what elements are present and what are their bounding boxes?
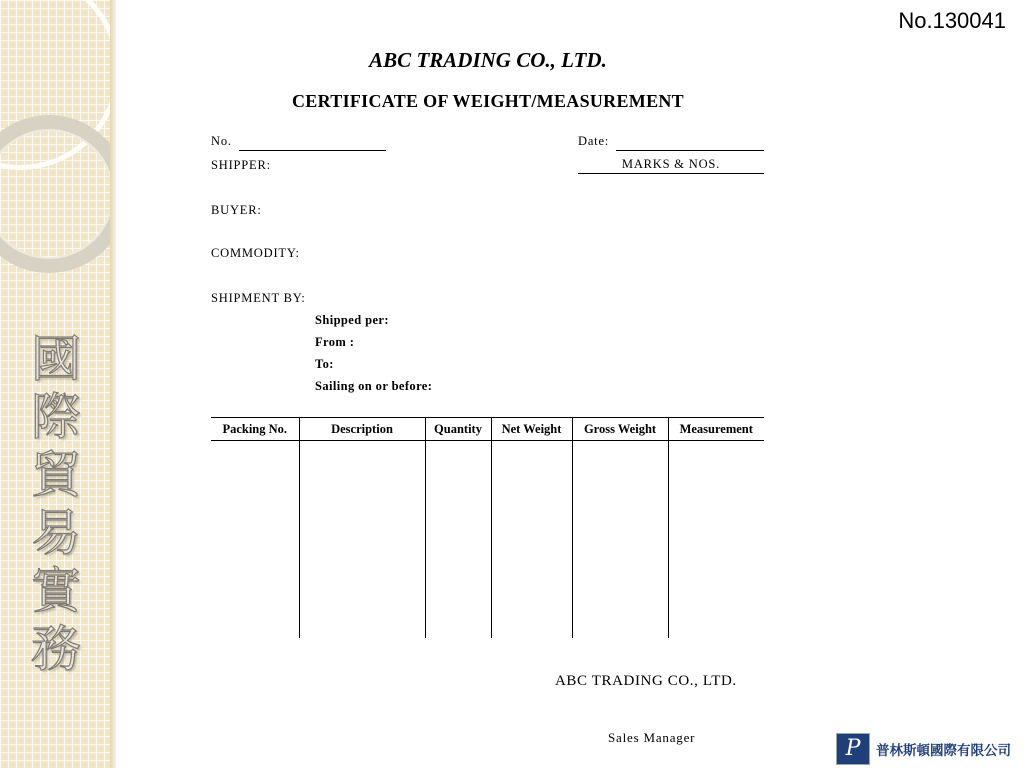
serial-number: No.130041 [898,8,1006,33]
column-header: Quantity [425,418,491,441]
shipped-per-label: Shipped per: [315,313,389,327]
table-cell [211,441,299,639]
table-header-row [211,418,764,441]
brand-footer [836,733,1011,765]
table-cell [572,441,668,639]
marks-underline [578,173,764,174]
column-header: Net Weight [491,418,572,441]
title-char: 易 [31,504,81,562]
column-header: Measurement [668,418,764,441]
column-header: Packing No. [211,418,299,441]
table-row [211,441,764,639]
column-header: Description [299,418,425,441]
brand-name: 普林斯頓國際有限公司 [876,743,1011,759]
column-header: Gross Weight [572,418,668,441]
table-cell [425,441,491,639]
signature-title: Sales Manager [608,730,696,745]
title-char: 國 [31,330,81,388]
no-label: No. [211,134,232,148]
commodity-label: COMMODITY: [211,246,300,260]
decorative-ring [0,115,113,273]
marks-label: MARKS & NOS. [621,157,721,171]
from-label: From : [315,335,355,349]
buyer-label: BUYER: [211,203,262,217]
title-char: 際 [31,388,81,446]
title-char: 務 [31,620,81,678]
sailing-label: Sailing on or before: [315,379,433,393]
company-title: ABC TRADING CO., LTD. [369,48,607,72]
shipment-label: SHIPMENT BY: [211,291,306,305]
date-field-line [616,150,764,151]
table-cell [668,441,764,639]
title-char: 實 [31,562,81,620]
sidebar-edge [110,0,116,768]
to-label: To: [315,357,334,371]
document-title: CERTIFICATE OF WEIGHT/MEASUREMENT [292,91,684,111]
brand-logo-icon: P [836,733,870,765]
title-char: 貿 [31,446,81,504]
vertical-course-title [20,330,92,678]
shipper-label: SHIPPER: [211,158,271,172]
decorative-sidebar [0,0,113,768]
table-cell [299,441,425,639]
table-cell [491,441,572,639]
no-field-line [239,150,386,151]
signature-company: ABC TRADING CO., LTD. [555,673,737,689]
packing-table [211,417,764,638]
date-label: Date: [578,134,610,148]
